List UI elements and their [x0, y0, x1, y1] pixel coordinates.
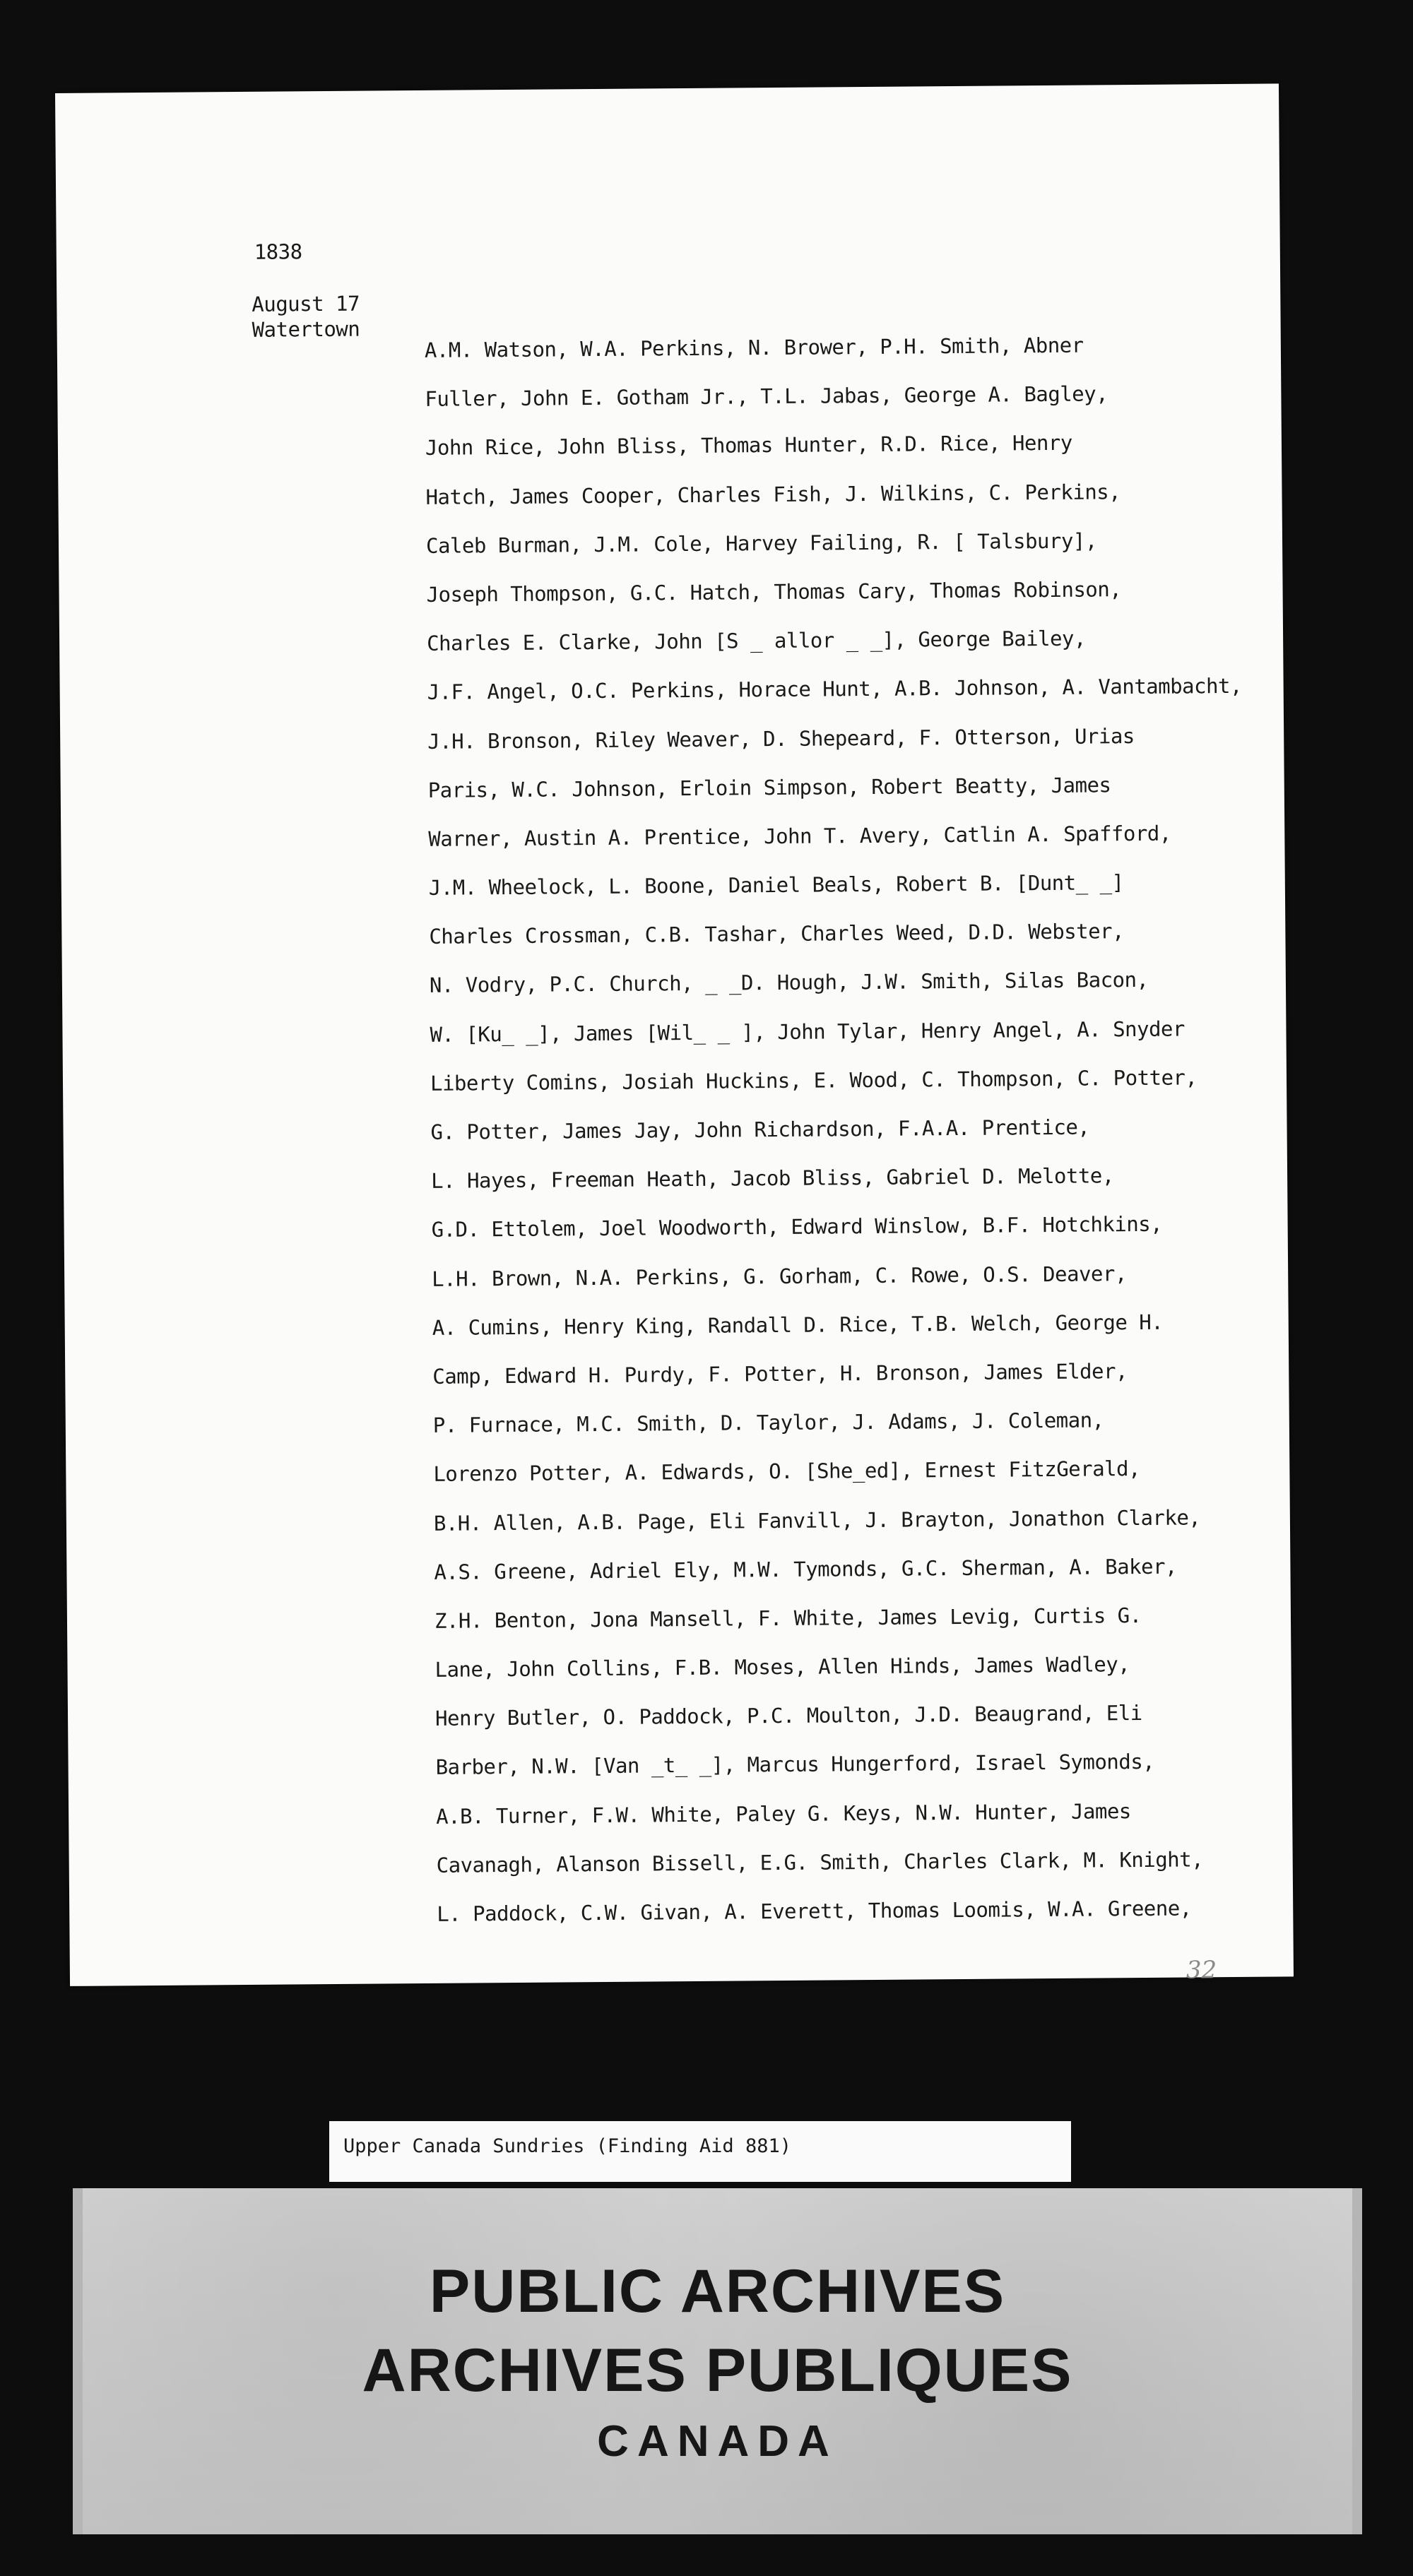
archives-stamp [73, 2188, 1362, 2534]
names-line: Joseph Thompson, G.C. Hatch, Thomas Cary, Thomas Robinson, [426, 577, 1122, 607]
names-line: A. Cumins, Henry King, Randall D. Rice, T.B. Welch, George H. [432, 1310, 1164, 1340]
names-line: W. [Ku_ _], James [Wil_ _ ], John Tylar, Henry Angel, A. Snyder [430, 1016, 1186, 1047]
names-line: Lorenzo Potter, A. Edwards, O. [She_ed], Ernest FitzGerald, [433, 1456, 1141, 1487]
names-line: Z.H. Benton, Jona Mansell, F. White, James Levig, Curtis G. [434, 1603, 1142, 1633]
names-line: Caleb Burman, J.M. Cole, Harvey Failing, R. [ Talsbury], [425, 528, 1097, 558]
names-line: Fuller, John E. Gotham Jr., T.L. Jabas, George A. Bagley, [425, 381, 1108, 412]
names-line: Paris, W.C. Johnson, Erloin Simpson, Robert Beatty, James [427, 772, 1111, 802]
document-year: 1838 [254, 239, 302, 264]
names-line: L. Hayes, Freeman Heath, Jacob Bliss, Gabriel D. Melotte, [430, 1163, 1114, 1194]
names-line: John Rice, John Bliss, Thomas Hunter, R.D. Rice, Henry [425, 431, 1072, 461]
names-line: B.H. Allen, A.B. Page, Eli Fanvill, J. Brayton, Jonathon Clarke, [433, 1504, 1201, 1536]
names-line: Henry Butler, O. Paddock, P.C. Moulton, J.D. Beaugrand, Eli [434, 1701, 1142, 1731]
names-line: Camp, Edward H. Purdy, F. Potter, H. Bronson, James Elder, [432, 1359, 1128, 1389]
names-line: Liberty Comins, Josiah Huckins, E. Wood, C. Thompson, C. Potter, [430, 1065, 1198, 1096]
names-line: N. Vodry, P.C. Church, _ _D. Hough, J.W. Smith, Silas Bacon, [429, 968, 1149, 998]
document-date: August 17 [252, 291, 360, 316]
names-line: A.B. Turner, F.W. White, Paley G. Keys, N.W. Hunter, James [436, 1798, 1131, 1829]
folio-number: 32 [1186, 1956, 1217, 1985]
names-line: Lane, John Collins, F.B. Moses, Allen Hinds, James Wadley, [434, 1652, 1130, 1682]
stamp-line-archives-publiques: ARCHIVES PUBLIQUES [362, 2337, 1073, 2404]
stamp-line-canada: CANADA [597, 2417, 838, 2466]
names-line: A.S. Greene, Adriel Ely, M.W. Tymonds, G.C. Sherman, A. Baker, [434, 1554, 1178, 1584]
names-line: G. Potter, James Jay, John Richardson, F.A.A. Prentice, [430, 1115, 1090, 1144]
names-line: Charles E. Clarke, John [S _ allor _ _], George Bailey, [427, 626, 1087, 656]
names-line: L. Paddock, C.W. Givan, A. Everett, Thomas Loomis, W.A. Greene, [437, 1896, 1192, 1926]
names-line: Hatch, James Cooper, Charles Fish, J. Wilkins, C. Perkins, [425, 479, 1121, 509]
names-line: G.D. Ettolem, Joel Woodworth, Edward Winslow, B.F. Hotchkins, [431, 1212, 1163, 1242]
document-place: Watertown [252, 316, 360, 342]
finding-aid-label: Upper Canada Sundries (Finding Aid 881) [329, 2121, 1071, 2182]
document-page [55, 83, 1294, 1986]
names-line: Warner, Austin A. Prentice, John T. Avery, Catlin A. Spafford, [428, 821, 1171, 851]
names-list [425, 320, 1252, 1939]
names-line: J.F. Angel, O.C. Perkins, Horace Hunt, A.B. Johnson, A. Vantambacht, [427, 674, 1243, 705]
names-line: Barber, N.W. [Van _t_ _], Marcus Hungerford, Israel Symonds, [435, 1750, 1155, 1780]
stamp-line-public-archives: PUBLIC ARCHIVES [429, 2257, 1006, 2325]
names-line: A.M. Watson, W.A. Perkins, N. Brower, P.H. Smith, Abner [424, 333, 1084, 362]
names-line: Charles Crossman, C.B. Tashar, Charles Weed, D.D. Webster, [429, 919, 1125, 949]
document-date-place [252, 291, 360, 343]
names-line: P. Furnace, M.C. Smith, D. Taylor, J. Adams, J. Coleman, [432, 1408, 1104, 1437]
names-line: J.M. Wheelock, L. Boone, Daniel Beals, Robert B. [Dunt_ _] [428, 870, 1124, 900]
names-line: J.H. Bronson, Riley Weaver, D. Shepeard, F. Otterson, Urias [427, 723, 1135, 754]
names-line: Cavanagh, Alanson Bissell, E.G. Smith, Charles Clark, M. Knight, [436, 1847, 1204, 1877]
names-line: L.H. Brown, N.A. Perkins, G. Gorham, C. Rowe, O.S. Deaver, [432, 1261, 1127, 1291]
